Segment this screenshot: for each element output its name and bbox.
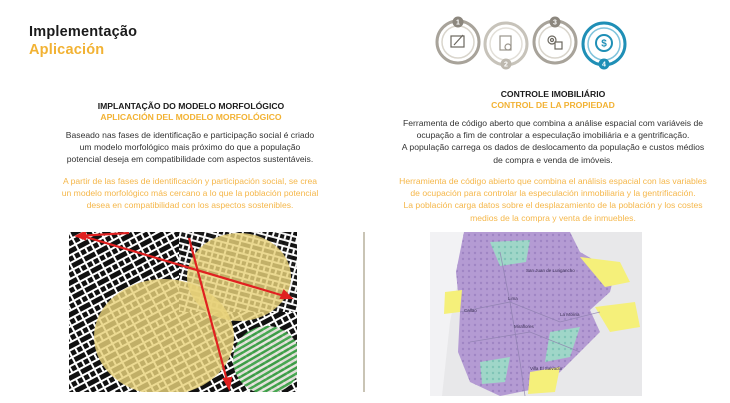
property-control-map: [430, 232, 642, 396]
map-label-ves: Villa El Salvador: [530, 366, 563, 371]
left-body-es: [40, 175, 340, 212]
right-body-es-line: Herramienta de código abierto que combina el análisis espacial con las variables: [399, 176, 707, 186]
right-heading-es: CONTROL DE LA PROPIEDAD: [491, 100, 615, 110]
page-subtitle: Aplicación: [29, 42, 105, 58]
right-body-es-line: medios de la compra y venta de inmuebles.: [470, 212, 636, 223]
step-3[interactable]: [534, 17, 576, 64]
map-label-sjl: San Juan de Lurigancho: [526, 268, 575, 273]
step-1-number: 1: [456, 19, 460, 27]
right-body-es: [383, 175, 723, 224]
morphology-plan-image: [69, 232, 297, 392]
left-body-line: potencial deseja em compatibilidade com aspectos sustentáveis.: [66, 154, 314, 165]
map-label-lima: Lima: [508, 296, 518, 301]
left-body-es-line: desea en compatibilidad con los aspectos sostenibles.: [86, 200, 294, 211]
right-heading: CONTROLE IMOBILIÁRIO: [500, 89, 606, 99]
step-3-number: 3: [553, 19, 557, 27]
left-body-es-line: A partir de las fases de identificación y participación social, se crea: [62, 176, 318, 186]
column-divider: [363, 232, 365, 392]
left-body: [40, 129, 340, 166]
right-body-es-line: de ocupación para controlar la especulación inmobiliaria y la gentrificación.: [410, 188, 696, 199]
step-2-number: 2: [504, 61, 508, 69]
step-4-number: 4: [602, 61, 606, 69]
left-body-line: Baseado nas fases de identificação e participação social é criado: [65, 130, 315, 140]
left-body-line: um modelo morfológico mais próximo do que a população: [79, 142, 301, 153]
svg-text:$: $: [601, 38, 607, 50]
right-body-line: de compra e venda de imóveis.: [493, 154, 613, 165]
left-body-es-line: un modelo morfológico más cercano a lo que la población potencial: [61, 188, 319, 199]
left-heading-es: APLICACIÓN DEL MODELO MORFOLÓGICO: [100, 112, 282, 122]
map-label-callao: Callao: [464, 308, 477, 313]
step-4[interactable]: [583, 23, 625, 70]
right-body: [383, 117, 723, 166]
step-indicator: [434, 14, 630, 72]
left-heading: IMPLANTAÇÃO DO MODELO MORFOLÓGICO: [97, 101, 285, 111]
map-label-miraflores: Miraflores: [514, 324, 534, 329]
page-title: Implementação: [29, 24, 138, 40]
right-body-line: A população carrega os dados de deslocamento da população e custos médios: [401, 142, 705, 153]
step-1[interactable]: [437, 17, 479, 64]
right-body-line: Ferramenta de código aberto que combina a análise espacial com variáveis de: [403, 118, 703, 128]
step-2[interactable]: [485, 23, 527, 70]
map-label-la-molina: La Molina: [560, 312, 580, 317]
right-body-es-line: La población carga datos sobre el desplazamiento de la población y los costes: [403, 200, 703, 211]
right-body-line: ocupação a fim de controlar a especulação imobiliária e a gentrificação.: [416, 130, 690, 141]
